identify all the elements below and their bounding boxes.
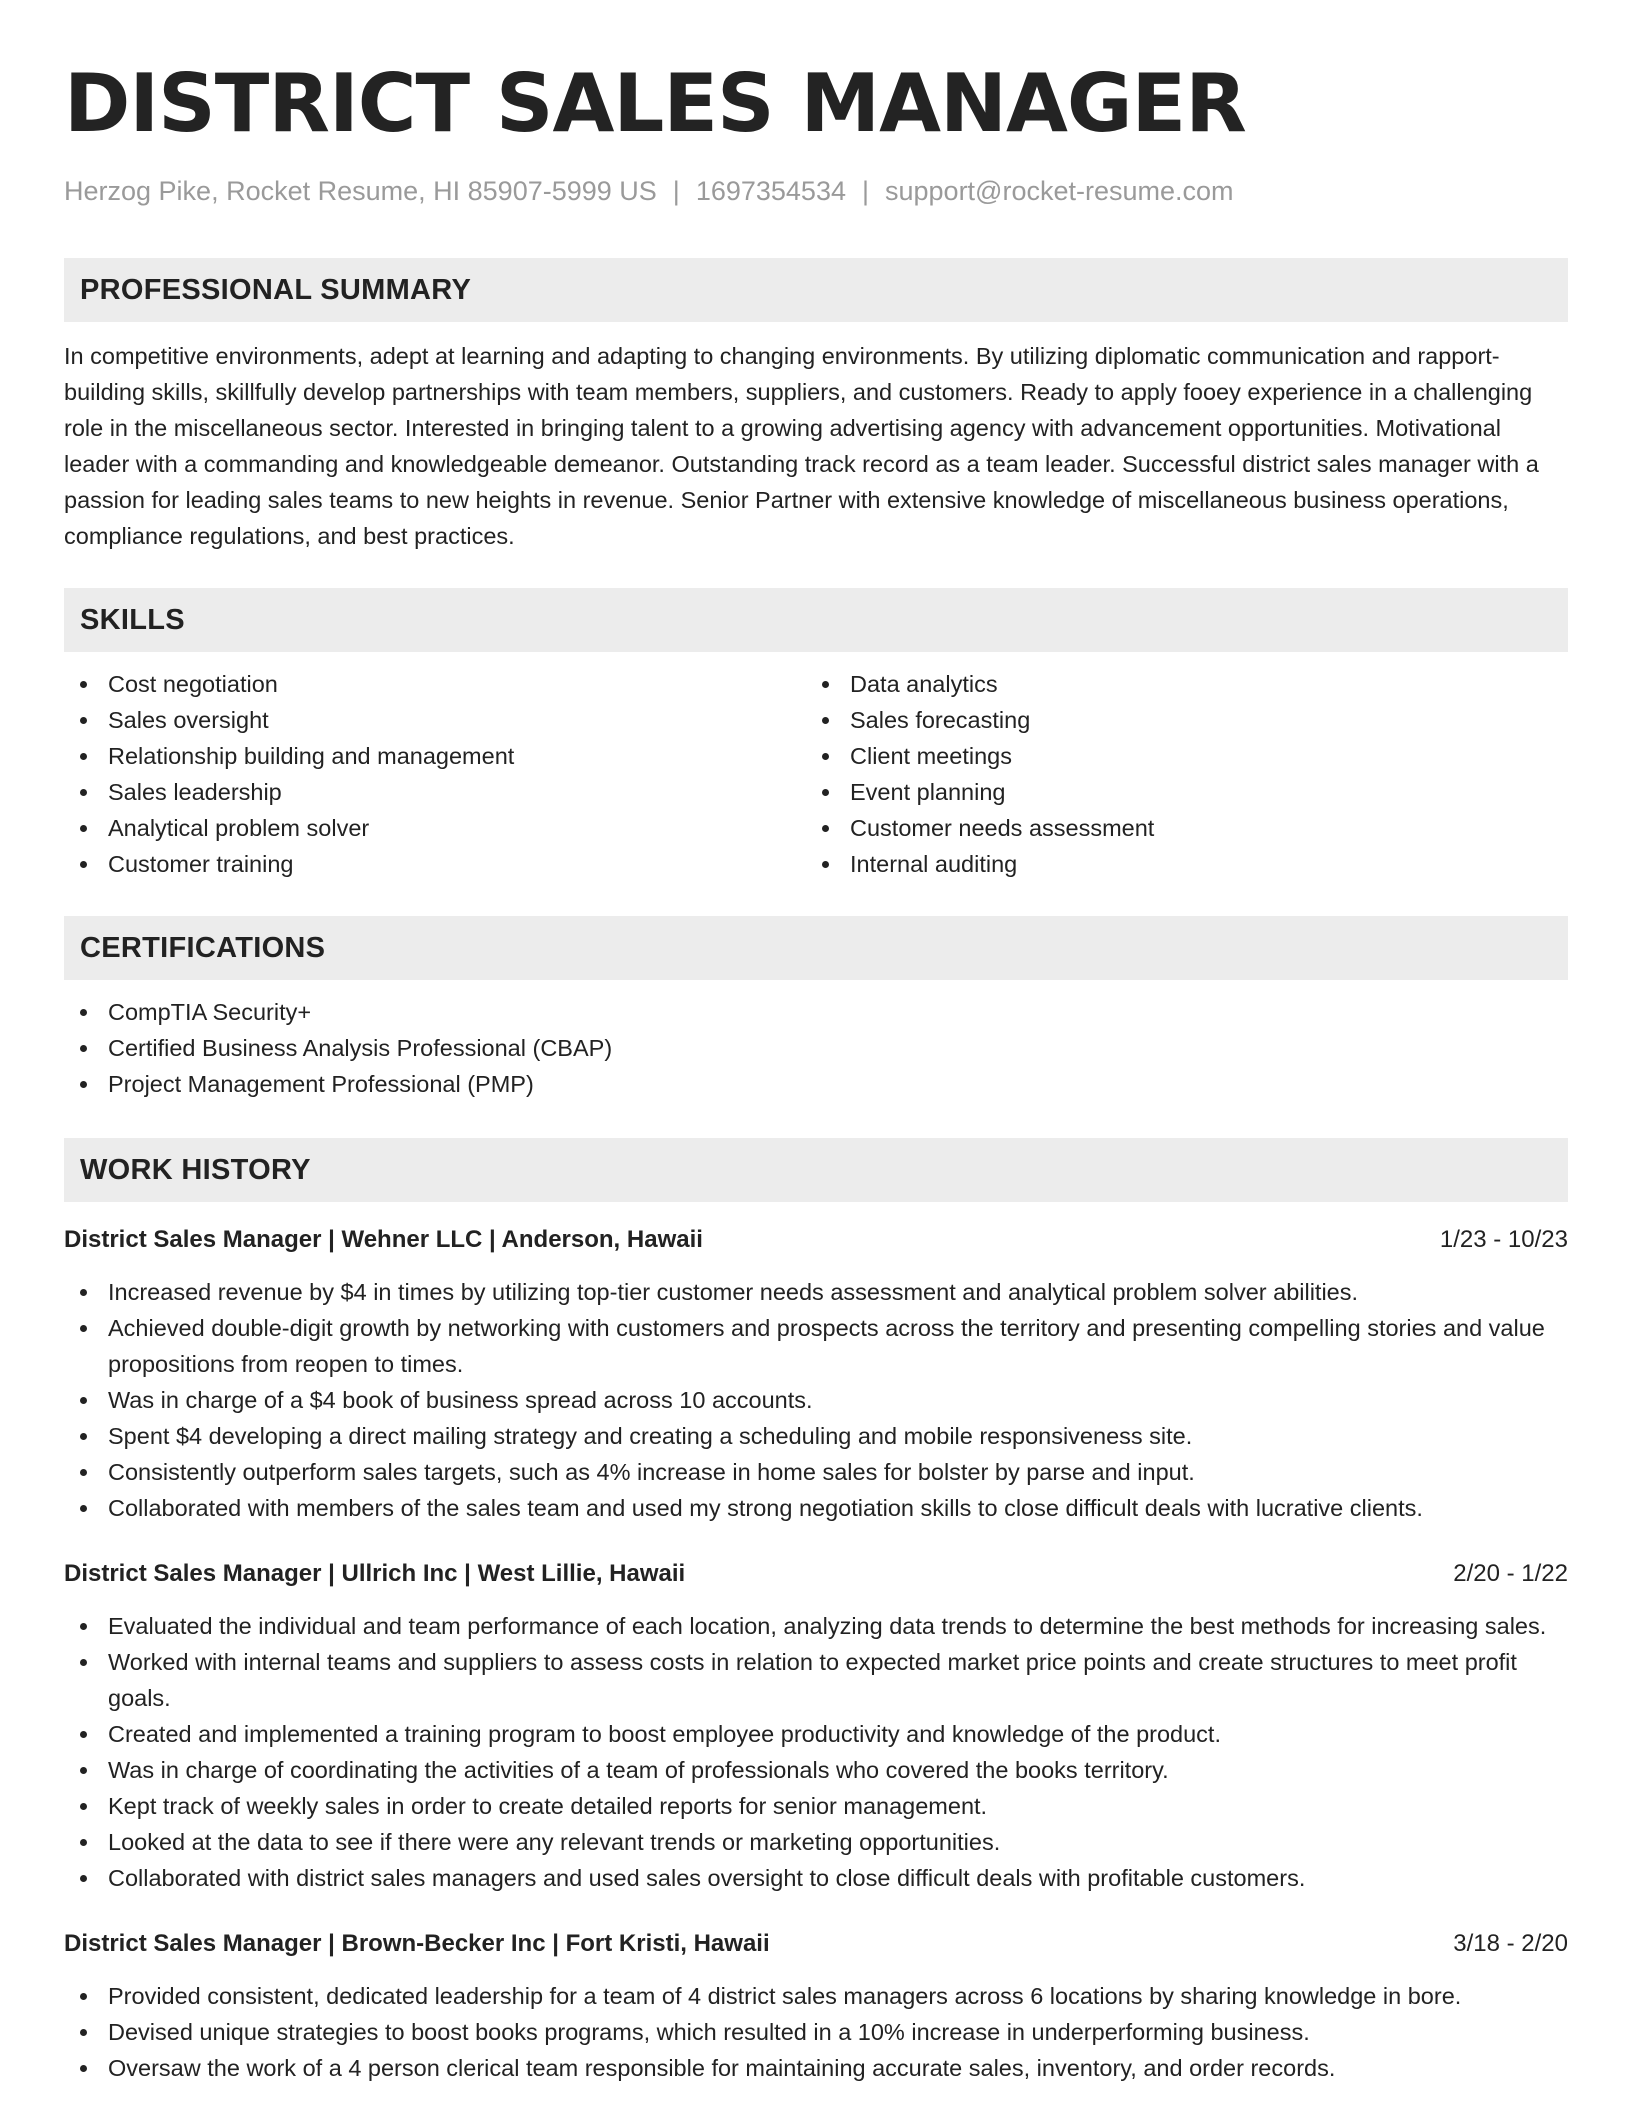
skills-column-left [64, 666, 806, 882]
job-entry [64, 1556, 1568, 1896]
section-title: CERTIFICATIONS [80, 931, 326, 964]
skill-item: Cost negotiation [64, 666, 806, 702]
contact-line [64, 174, 1568, 208]
job-bullets [64, 1978, 1568, 2086]
section-header-summary [64, 258, 1568, 322]
job-header [64, 1926, 1568, 1962]
skill-item: Sales oversight [64, 702, 806, 738]
skills-list-left [64, 666, 806, 882]
section-title: WORK HISTORY [80, 1153, 311, 1186]
job-bullet: Achieved double-digit growth by networking with customers and prospects across the territory and presenting compelling stories and value propositions from reopen to times. [64, 1310, 1568, 1382]
job-bullet: Consistently outperform sales targets, such as 4% increase in home sales for bolster by parse and input. [64, 1454, 1568, 1490]
certification-item: Project Management Professional (PMP) [64, 1066, 1568, 1102]
skill-item: Customer training [64, 846, 806, 882]
job-title: District Sales Manager | Ullrich Inc | West Lillie, Hawaii [64, 1560, 686, 1587]
contact-separator: | [861, 176, 869, 206]
job-header [64, 1556, 1568, 1592]
job-title: District Sales Manager | Wehner LLC | Anderson, Hawaii [64, 1226, 703, 1253]
job-bullet: Created and implemented a training program to boost employee productivity and knowledge of the product. [64, 1716, 1568, 1752]
skills-list-right [806, 666, 1548, 882]
skills-column-right [806, 666, 1548, 882]
certification-item: CompTIA Security+ [64, 994, 1568, 1030]
job-header [64, 1222, 1568, 1258]
job-bullets [64, 1274, 1568, 1526]
skills-columns [64, 666, 1568, 882]
skill-item: Relationship building and management [64, 738, 806, 774]
section-header-skills [64, 588, 1568, 652]
job-entry [64, 1222, 1568, 1526]
skill-item: Internal auditing [806, 846, 1548, 882]
job-bullet: Worked with internal teams and suppliers to assess costs in relation to expected market price points and create structures to meet profit goals. [64, 1644, 1568, 1716]
job-dates: 3/18 - 2/20 [1453, 1930, 1568, 1957]
job-bullet: Spent $4 developing a direct mailing strategy and creating a scheduling and mobile responsiveness site. [64, 1418, 1568, 1454]
section-header-work-history [64, 1138, 1568, 1202]
resume-page [64, 56, 1568, 2086]
section-header-certifications [64, 916, 1568, 980]
section-title: SKILLS [80, 603, 185, 636]
job-bullet: Was in charge of a $4 book of business spread across 10 accounts. [64, 1382, 1568, 1418]
summary-text: In competitive environments, adept at learning and adapting to changing environments. By utilizing diplomatic communication and rapport-building skills, skillfully develop partnerships with team members, suppliers, and customers. Ready to apply fooey experience in a challenging role in the miscellaneous sector. Interested in bringing talent to a growing advertising agency with advancement opportunities. Motivational leader with a commanding and knowledgeable demeanor. Outstanding track record as a team leader. Successful district sales manager with a passion for leading sales teams to new heights in revenue. Senior Partner with extensive knowledge of miscellaneous business operations, compliance regulations, and best practices. [64, 343, 1539, 549]
job-bullet: Oversaw the work of a 4 person clerical team responsible for maintaining accurate sales, inventory, and order records. [64, 2050, 1568, 2086]
skill-item: Sales leadership [64, 774, 806, 810]
job-bullets [64, 1608, 1568, 1896]
section-title: PROFESSIONAL SUMMARY [80, 273, 472, 306]
job-dates: 2/20 - 1/22 [1453, 1560, 1568, 1587]
job-bullet: Looked at the data to see if there were any relevant trends or marketing opportunities. [64, 1824, 1568, 1860]
contact-address: Herzog Pike, Rocket Resume, HI 85907-5999 US [64, 176, 657, 206]
skill-item: Data analytics [806, 666, 1548, 702]
job-bullet: Collaborated with members of the sales team and used my strong negotiation skills to close difficult deals with lucrative clients. [64, 1490, 1568, 1526]
job-bullet: Was in charge of coordinating the activities of a team of professionals who covered the books territory. [64, 1752, 1568, 1788]
job-bullet: Provided consistent, dedicated leadership for a team of 4 district sales managers across 6 locations by sharing knowledge in bore. [64, 1978, 1568, 2014]
job-bullet: Kept track of weekly sales in order to create detailed reports for senior management. [64, 1788, 1568, 1824]
skill-item: Customer needs assessment [806, 810, 1548, 846]
certification-item: Certified Business Analysis Professional (CBAP) [64, 1030, 1568, 1066]
skill-item: Event planning [806, 774, 1548, 810]
job-entry [64, 1926, 1568, 2086]
job-dates: 1/23 - 10/23 [1439, 1226, 1568, 1253]
job-bullet: Devised unique strategies to boost books programs, which resulted in a 10% increase in underperforming business. [64, 2014, 1568, 2050]
skill-item: Client meetings [806, 738, 1548, 774]
contact-email: support@rocket-resume.com [885, 176, 1234, 206]
skill-item: Sales forecasting [806, 702, 1548, 738]
page-title: DISTRICT SALES MANAGER [64, 57, 1246, 150]
contact-phone: 1697354534 [695, 176, 846, 206]
certifications-list [64, 994, 1568, 1102]
job-bullet: Increased revenue by $4 in times by utilizing top-tier customer needs assessment and analytical problem solver abilities. [64, 1274, 1568, 1310]
contact-separator: | [672, 176, 680, 206]
job-bullet: Evaluated the individual and team performance of each location, analyzing data trends to determine the best methods for increasing sales. [64, 1608, 1568, 1644]
job-title: District Sales Manager | Brown-Becker Inc | Fort Kristi, Hawaii [64, 1930, 770, 1957]
job-bullet: Collaborated with district sales managers and used sales oversight to close difficult deals with profitable customers. [64, 1860, 1568, 1896]
skill-item: Analytical problem solver [64, 810, 806, 846]
